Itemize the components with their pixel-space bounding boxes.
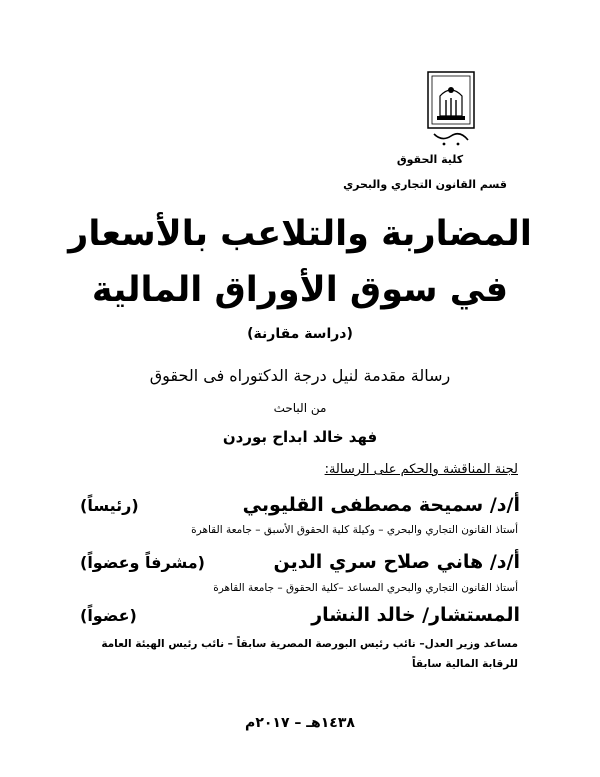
member-description: مساعد وزير العدل– نائب رئيس البورصة المصرية سابقاً – نائب رئيس الهيئة العامة للرقابة المالية سابقاً (101, 638, 518, 670)
member-role: (رئيساً) (80, 496, 139, 515)
thesis-subtitle: (دراسة مقارنة) (247, 326, 353, 342)
member-role: (عضواً) (80, 606, 137, 625)
committee-member (80, 604, 520, 630)
faculty-name: كلية الحقوق (396, 153, 464, 166)
cairo-university-logo-icon (420, 70, 482, 150)
member-description: أستاذ القانون التجاري والبحري – وكيلة كلية الحقوق الأسبق – جامعة القاهرة (191, 524, 518, 536)
committee-member (80, 551, 520, 577)
member-name: المستشار/ خالد النشار (311, 604, 520, 626)
from-label: من الباحث (273, 401, 327, 415)
member-name: أ/د/ سميحة مصطفى القليوبي (242, 494, 520, 516)
author-name: فهد خالد ابداح بوردن (222, 428, 378, 446)
committee-heading: لجنة المناقشة والحكم على الرسالة: (324, 462, 518, 477)
member-role: (مشرفاً وعضواً) (80, 553, 205, 572)
thesis-statement: رسالة مقدمة لنيل درجة الدكتوراه فى الحقوق (149, 366, 451, 385)
thesis-title-line-1: المضاربة والتلاعب بالأسعار (68, 214, 532, 254)
thesis-title-line-2: في سوق الأوراق المالية (91, 270, 509, 310)
committee-member (80, 494, 520, 520)
submission-date: ١٤٣٨هـ – ٢٠١٧م (245, 715, 355, 731)
member-name: أ/د/ هاني صلاح سري الدين (273, 551, 520, 573)
department-name: قسم القانون التجاري والبحري (343, 178, 507, 191)
member-description: أستاذ القانون التجاري والبحري المساعد –كلية الحقوق – جامعة القاهرة (213, 582, 518, 594)
